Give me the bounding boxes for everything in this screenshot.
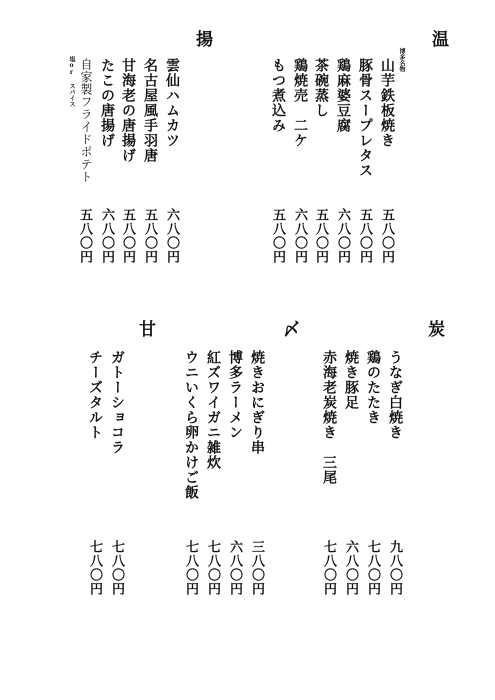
item-name-shime-3: ウニいくら卵かけご飯 [183, 350, 199, 500]
item-name-age-3: たこの唐揚げ [99, 58, 115, 148]
price-sumi-2: 六八〇円 [343, 540, 358, 596]
price-age-1: 五八〇円 [142, 208, 157, 264]
price-ama-1: 七八〇円 [87, 540, 102, 596]
price-on-0: 五八〇円 [379, 208, 394, 264]
price-sumi-3: 七八〇円 [321, 540, 336, 596]
item-name-ama-0: ガトーショコラ [109, 350, 125, 455]
price-on-3: 五八〇円 [313, 208, 328, 264]
price-on-4: 六八〇円 [292, 208, 307, 264]
item-name-sumi-0: うなぎ白焼き [387, 350, 403, 440]
heading-age: 揚 [196, 30, 213, 50]
price-ama-0: 七八〇円 [109, 540, 124, 596]
item-name-sumi-3: 赤海老炭焼き 三尾 [321, 350, 337, 485]
price-age-0: 六八〇円 [164, 208, 179, 264]
note-on: 博多名物 [398, 48, 405, 72]
heading-sumi: 炭 [428, 320, 445, 340]
item-name-on-3: 茶碗蒸し [313, 58, 329, 118]
price-on-5: 五八〇円 [270, 208, 285, 264]
item-name-sumi-1: 鶏のたたき [365, 350, 381, 425]
item-name-on-1: 豚骨スープレタス [357, 58, 373, 178]
heading-ama: 甘 [139, 320, 156, 340]
note-age: 塩or スパイス [68, 56, 75, 107]
item-name-on-2: 鶏麻婆豆腐 [335, 58, 351, 133]
item-name-sumi-2: 焼き豚足 [343, 350, 359, 410]
price-shime-1: 六八〇円 [227, 540, 242, 596]
item-name-on-0: 山芋鉄板焼き [379, 58, 395, 148]
price-sumi-0: 九八〇円 [387, 540, 402, 596]
item-name-on-4: 鶏焼売 二ケ [292, 58, 308, 148]
price-on-1: 五八〇円 [357, 208, 372, 264]
item-name-shime-0: 焼きおにぎり串 [249, 350, 265, 455]
item-name-age-2: 甘海老の唐揚げ [120, 58, 136, 163]
item-name-age-4: 自家製フライドポテト [79, 58, 93, 183]
item-name-on-5: もつ煮込み [270, 58, 286, 133]
price-sumi-1: 七八〇円 [365, 540, 380, 596]
item-name-age-1: 名古屋風手羽唐 [142, 58, 158, 163]
heading-on: 温 [432, 30, 449, 50]
heading-shime: 〆 [283, 320, 300, 340]
price-age-4: 五八〇円 [77, 208, 92, 264]
price-age-2: 五八〇円 [120, 208, 135, 264]
price-shime-2: 七八〇円 [205, 540, 220, 596]
item-name-shime-1: 博多ラーメン [227, 350, 243, 440]
item-name-ama-1: チーズタルト [87, 350, 103, 440]
item-name-shime-2: 紅ズワイガニ雑炊 [205, 350, 221, 470]
price-on-2: 六八〇円 [335, 208, 350, 264]
price-age-3: 六八〇円 [99, 208, 114, 264]
item-name-age-0: 雲仙ハムカツ [164, 58, 180, 148]
price-shime-0: 三八〇円 [249, 540, 264, 596]
price-shime-3: 七八〇円 [183, 540, 198, 596]
